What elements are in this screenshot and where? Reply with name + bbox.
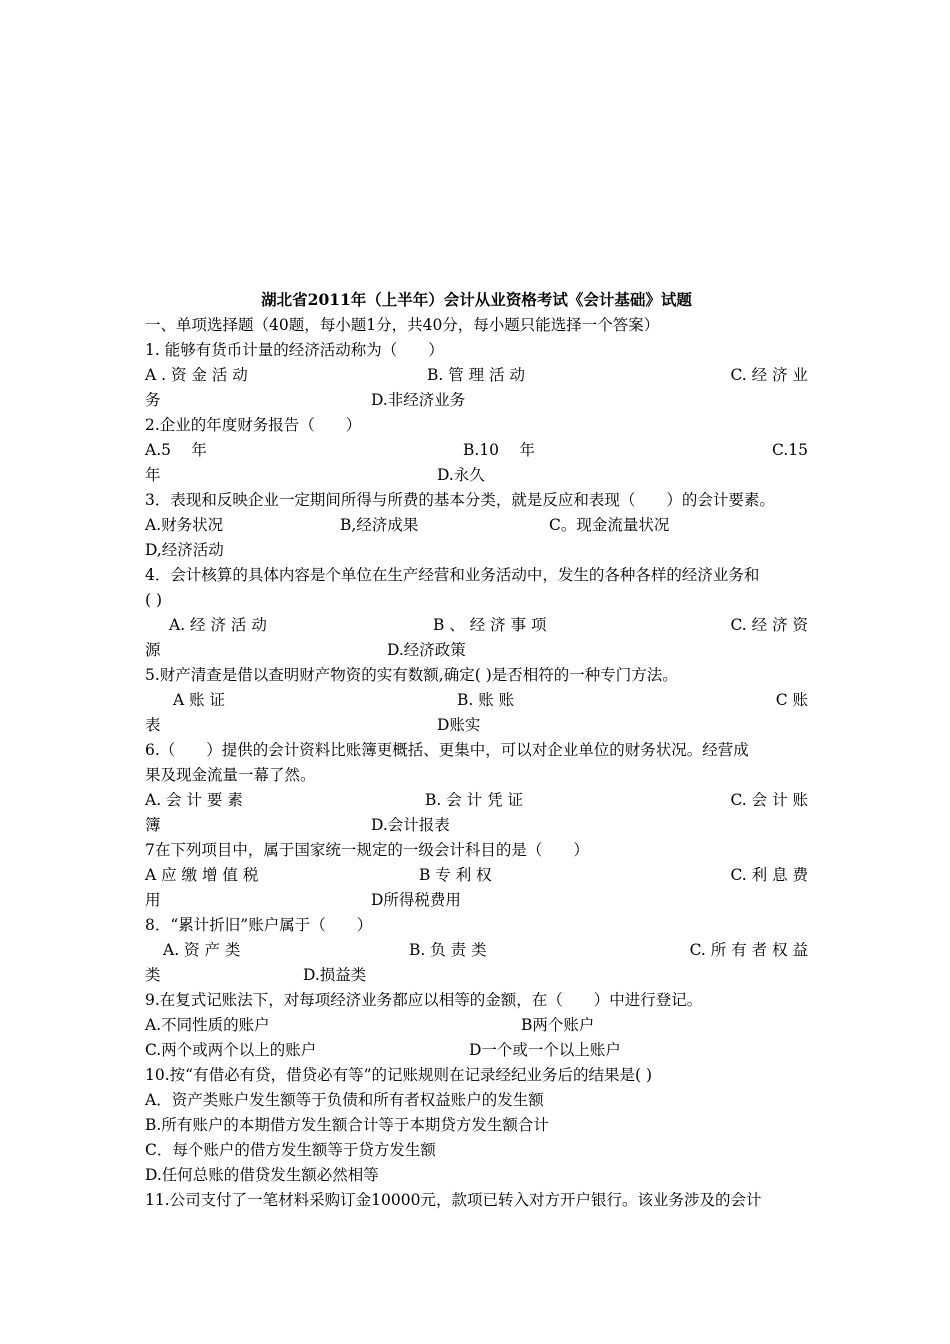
question-1-options-row	[145, 364, 808, 386]
question-6-option-c-wrap: 簿	[145, 816, 161, 834]
question-3-option-a: A.财务状况	[145, 516, 224, 534]
question-10-option-a: A．资产类账户发生额等于负债和所有者权益账户的发生额	[145, 1091, 544, 1109]
question-2-option-c-wrap: 年	[145, 466, 161, 484]
question-9-option-c: C.两个或两个以上的账户	[145, 1041, 317, 1059]
question-8-option-c: C. 所 有 者 权 益	[689, 941, 808, 959]
question-8-option-c-wrap: 类	[145, 966, 161, 984]
question-6-option-b: B. 会 计 凭 证	[425, 791, 524, 809]
question-8-options-row-2	[145, 964, 808, 986]
question-1-option-d: D.非经济业务	[371, 391, 466, 409]
question-2-option-b: B.10 年	[463, 441, 535, 459]
question-7-stem: 7在下列项目中，属于国家统一规定的一级会计科目的是（ ）	[145, 841, 589, 859]
question-2-options-row-2	[145, 464, 808, 486]
question-5-option-d: D账实	[437, 716, 481, 734]
question-4-option-b: B 、 经 济 事 项	[433, 616, 547, 634]
question-2-option-a: A.5 年	[145, 441, 207, 459]
question-7-options-row-2	[145, 889, 808, 911]
question-4-option-d: D.经济政策	[387, 641, 466, 659]
question-6-options-row	[145, 789, 808, 811]
question-5-option-c: C 账	[775, 691, 808, 709]
question-11-stem: 11.公司支付了一笔材料采购订金10000元，款项已转入对方开户银行。该业务涉及的会计	[145, 1191, 762, 1209]
question-9-option-d: D一个或一个以上账户	[469, 1041, 621, 1059]
section-heading: 一、单项选择题（40题，每小题1分，共40分，每小题只能选择一个答案）	[145, 316, 660, 334]
question-5-stem: 5.财产清查是借以查明财产物资的实有数额,确定( )是否相符的一种专门方法。	[145, 666, 678, 684]
question-1-option-a: A . 资 金 活 动	[145, 366, 248, 384]
question-5-option-a: A 账 证	[173, 691, 226, 709]
question-8-option-b: B. 负 责 类	[409, 941, 487, 959]
question-9-option-a: A.不同性质的账户	[145, 1016, 270, 1034]
question-8-stem: 8．“累计折旧”账户属于（ ）	[145, 916, 373, 934]
question-1-options-row-2	[145, 389, 808, 411]
question-2-options-row	[145, 439, 808, 461]
question-7-option-d: D所得税费用	[371, 891, 461, 909]
question-10-stem: 10.按“有借必有贷，借贷必有等”的记账规则在记录经纪业务后的结果是( )	[145, 1066, 653, 1084]
question-3-stem: 3．表现和反映企业一定期间所得与所费的基本分类，就是反应和表现（ ）的会计要素。	[145, 491, 775, 509]
question-6-stem-wrap: 果及现金流量一幕了然。	[145, 766, 316, 784]
question-4-options-row-2	[145, 639, 808, 661]
question-4-stem-wrap: ( )	[145, 591, 163, 609]
question-1-option-c-wrap: 务	[145, 391, 161, 409]
question-7-options-row	[145, 864, 808, 886]
question-9-option-b: B两个账户	[521, 1016, 595, 1034]
question-3-option-b: B,经济成果	[340, 516, 419, 534]
question-8-options-row	[145, 939, 808, 961]
question-7-option-c-wrap: 用	[145, 891, 161, 909]
question-5-options-row-2	[145, 714, 808, 736]
question-6-option-c: C. 会 计 账	[730, 791, 808, 809]
document-title: 湖北省2011年（上半年）会计从业资格考试《会计基础》试题	[261, 290, 692, 309]
question-1-option-b: B. 管 理 活 动	[427, 366, 526, 384]
question-7-option-c: C. 利 息 费	[730, 866, 808, 884]
question-8-option-d: D.损益类	[303, 966, 367, 984]
question-10-option-b: B.所有账户的本期借方发生额合计等于本期贷方发生额合计	[145, 1116, 549, 1134]
question-4-stem: 4．会计核算的具体内容是个单位在生产经营和业务活动中，发生的各种各样的经济业务和	[145, 566, 760, 584]
question-6-option-a: A. 会 计 要 素	[145, 791, 243, 809]
question-6-options-row-2	[145, 814, 808, 836]
question-1-option-c: C. 经 济 业	[730, 366, 808, 384]
question-9-options-row	[145, 1014, 808, 1036]
question-8-option-a: A. 资 产 类	[163, 941, 241, 959]
question-4-options-row	[145, 614, 808, 636]
question-7-option-b: B 专 利 权	[419, 866, 492, 884]
question-2-option-d: D.永久	[437, 466, 485, 484]
question-4-option-c-wrap: 源	[145, 641, 161, 659]
question-7-option-a: A 应 缴 增 值 税	[145, 866, 259, 884]
question-2-option-c: C.15	[772, 441, 808, 459]
question-3-option-d: D,经济活动	[145, 541, 224, 559]
question-9-options-row-2	[145, 1039, 808, 1061]
question-2-stem: 2.企业的年度财务报告（ ）	[145, 416, 362, 434]
question-4-option-c: C. 经 济 资	[730, 616, 808, 634]
question-1-stem: 1. 能够有货币计量的经济活动称为（ ）	[145, 341, 444, 359]
question-4-option-a: A. 经 济 活 动	[169, 616, 267, 634]
question-5-options-row	[145, 689, 808, 711]
question-6-option-d: D.会计报表	[371, 816, 450, 834]
question-5-option-b: B. 账 账	[457, 691, 515, 709]
question-3-option-c: C。现金流量状况	[549, 516, 670, 534]
question-5-option-c-wrap: 表	[145, 716, 161, 734]
question-10-option-d: D.任何总账的借贷发生额必然相等	[145, 1166, 379, 1184]
question-3-options-row	[145, 514, 808, 536]
question-9-stem: 9.在复式记账法下，对每项经济业务都应以相等的金额，在（ ）中进行登记。	[145, 991, 703, 1009]
question-10-option-c: C．每个账户的借方发生额等于贷方发生额	[145, 1141, 436, 1159]
question-6-stem: 6.（ ）提供的会计资料比账簿更概括、更集中，可以对企业单位的财务状况。经营成	[145, 741, 749, 759]
